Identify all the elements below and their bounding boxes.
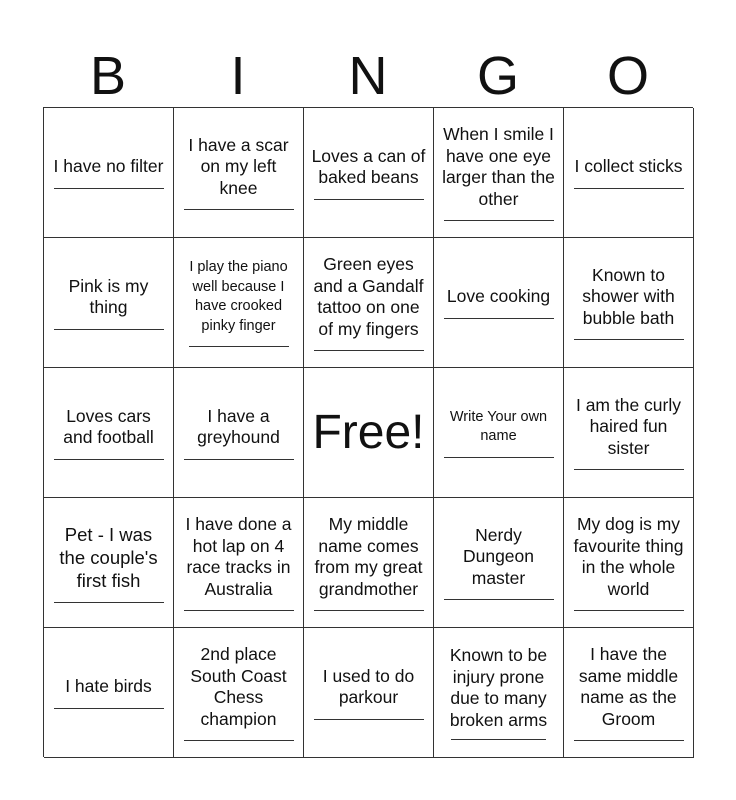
bingo-cell[interactable] bbox=[434, 108, 564, 238]
bingo-cell[interactable] bbox=[44, 108, 174, 238]
cell-text: 2nd place South Coast Chess champion bbox=[190, 644, 287, 729]
bingo-cell[interactable] bbox=[304, 628, 434, 758]
cell-text: Known to shower with bubble bath bbox=[582, 264, 675, 328]
bingo-cell[interactable] bbox=[564, 368, 694, 498]
bingo-cell[interactable] bbox=[174, 238, 304, 368]
cell-text: Loves a can of baked beans bbox=[311, 145, 426, 187]
bingo-cell[interactable] bbox=[174, 108, 304, 238]
bingo-cell[interactable] bbox=[174, 498, 304, 628]
cell-text: Pink is my thing bbox=[68, 275, 149, 317]
signature-line bbox=[574, 610, 684, 611]
signature-line bbox=[54, 602, 164, 603]
cell-text: Green eyes and a Gandalf tattoo on one of my fingers bbox=[313, 254, 424, 339]
bingo-cell[interactable] bbox=[44, 368, 174, 498]
signature-line bbox=[314, 610, 424, 611]
bingo-cell[interactable] bbox=[434, 628, 564, 758]
bingo-cell[interactable] bbox=[44, 628, 174, 758]
signature-line bbox=[574, 469, 684, 470]
header-letter-b: B bbox=[89, 46, 127, 106]
bingo-cell[interactable] bbox=[434, 498, 564, 628]
bingo-cell[interactable] bbox=[434, 368, 564, 498]
signature-line bbox=[184, 209, 294, 210]
bingo-cell[interactable] bbox=[174, 628, 304, 758]
cell-text: I am the curly haired fun sister bbox=[575, 394, 682, 458]
signature-line bbox=[54, 188, 164, 189]
bingo-cell[interactable] bbox=[304, 498, 434, 628]
signature-line bbox=[574, 339, 684, 340]
cell-text: Known to be injury prone due to many broken arms bbox=[449, 645, 548, 730]
free-space-label: Free! bbox=[312, 405, 425, 459]
cell-text: When I smile I have one eye larger than the other bbox=[442, 124, 555, 209]
cell-text: Write Your own name bbox=[449, 408, 548, 444]
signature-line bbox=[444, 599, 554, 600]
signature-line bbox=[574, 188, 684, 189]
header-letter-i: I bbox=[230, 46, 246, 106]
cell-text: I have a scar on my left knee bbox=[188, 134, 289, 198]
free-cell[interactable] bbox=[304, 368, 434, 498]
signature-line bbox=[314, 719, 424, 720]
cell-text: I collect sticks bbox=[574, 156, 683, 177]
signature-line bbox=[184, 610, 294, 611]
signature-line bbox=[54, 329, 164, 330]
cell-text: I hate birds bbox=[65, 676, 152, 697]
signature-line bbox=[184, 459, 294, 460]
cell-text: Pet - I was the couple's first fish bbox=[59, 523, 158, 591]
bingo-cell[interactable] bbox=[304, 238, 434, 368]
signature-line bbox=[444, 457, 554, 458]
header-letter-g: G bbox=[476, 46, 519, 106]
signature-line bbox=[184, 740, 294, 741]
signature-line bbox=[314, 199, 424, 200]
bingo-cell[interactable] bbox=[564, 108, 694, 238]
signature-line bbox=[444, 318, 554, 319]
signature-line bbox=[314, 350, 424, 351]
cell-text: I have a greyhound bbox=[197, 405, 280, 447]
bingo-cell[interactable] bbox=[44, 238, 174, 368]
bingo-cell[interactable] bbox=[564, 628, 694, 758]
cell-text: I used to do parkour bbox=[322, 665, 415, 707]
cell-text: I have the same middle name as the Groom bbox=[578, 644, 679, 729]
signature-line bbox=[189, 346, 289, 347]
cell-text: Nerdy Dungeon master bbox=[462, 524, 535, 588]
signature-line bbox=[444, 220, 554, 221]
cell-text: Love cooking bbox=[446, 286, 551, 307]
signature-line bbox=[54, 459, 164, 460]
bingo-cell[interactable] bbox=[44, 498, 174, 628]
cell-text: I have done a hot lap on 4 race tracks in Australia bbox=[185, 514, 292, 599]
cell-text: Loves cars and football bbox=[63, 405, 154, 447]
header-letter-o: O bbox=[606, 46, 649, 106]
bingo-cell[interactable] bbox=[564, 498, 694, 628]
bingo-cell[interactable] bbox=[304, 108, 434, 238]
cell-text: I have no filter bbox=[53, 156, 164, 177]
cell-text: My middle name comes from my great grandmother bbox=[314, 514, 423, 599]
signature-line bbox=[451, 739, 546, 740]
header-letter-n: N bbox=[348, 46, 388, 106]
bingo-cell[interactable] bbox=[434, 238, 564, 368]
signature-line bbox=[574, 740, 684, 741]
cell-text: I play the piano well because I have crooked pinky finger bbox=[189, 259, 288, 334]
bingo-grid bbox=[43, 107, 693, 757]
bingo-header bbox=[43, 46, 693, 106]
signature-line bbox=[54, 708, 164, 709]
bingo-cell[interactable] bbox=[174, 368, 304, 498]
cell-text: My dog is my favourite thing in the whole world bbox=[573, 514, 684, 599]
bingo-cell[interactable] bbox=[564, 238, 694, 368]
